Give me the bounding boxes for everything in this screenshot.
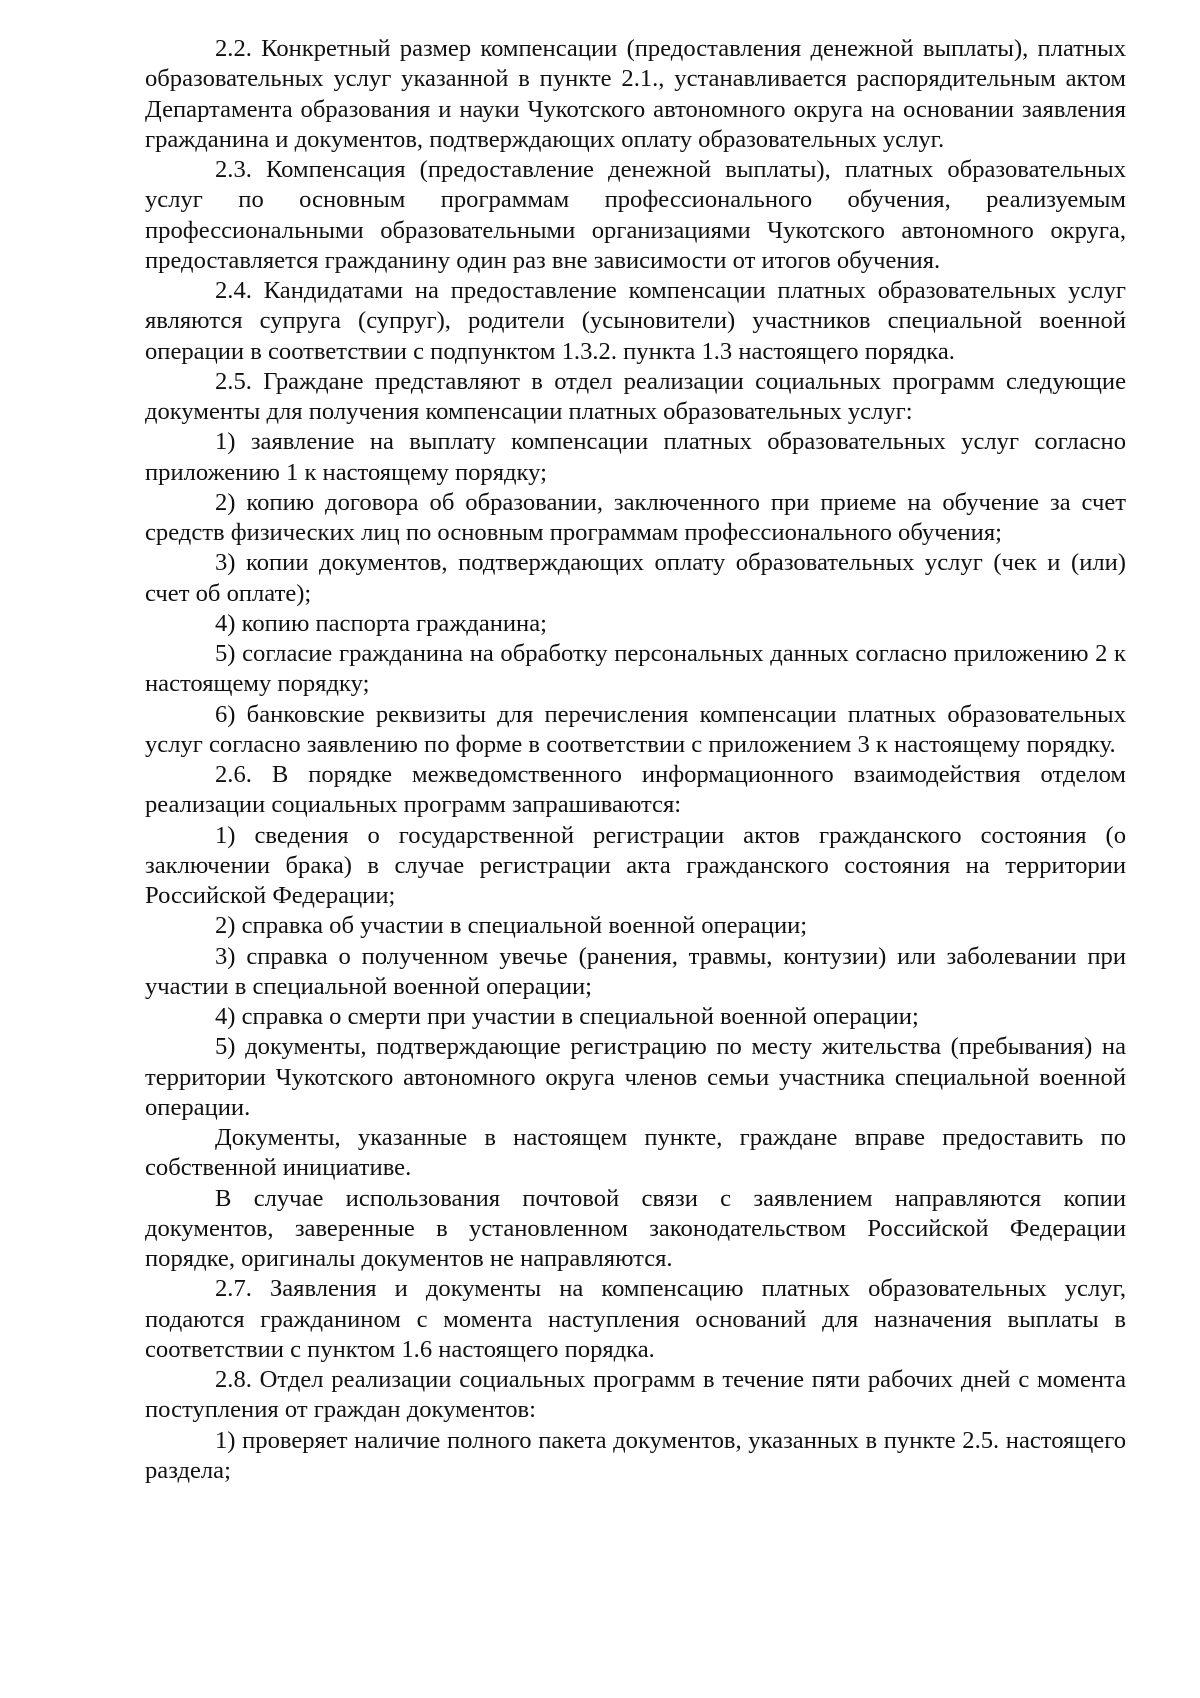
list-item-2-6-3: 3) справка о полученном увечье (ранения, травмы, контузии) или заболевании при участии в специальной военной операции; [145, 942, 1126, 1000]
paragraph-2-2: 2.2. Конкретный размер компенсации (предоставления денежной выплаты), платных образовательных услуг указанной в пункте 2.1., устанавливается распорядительным актом Департамента образования и науки Чукотского автономного округа на основании заявления гражданина и документов, подтверждающих оплату образовательных услуг. [145, 35, 1126, 153]
list-item-2-5-5: 5) согласие гражданина на обработку персональных данных согласно приложению 2 к настоящему порядку; [145, 640, 1126, 698]
paragraph-2-6: 2.6. В порядке межведомственного информационного взаимодействия отделом реализации социальных программ запрашиваются: [145, 761, 1126, 819]
list-item-2-5-1: 1) заявление на выплату компенсации платных образовательных услуг согласно приложению 1 к настоящему порядку; [145, 428, 1126, 486]
list-item-2-5-6: 6) банковские реквизиты для перечисления компенсации платных образовательных услуг согласно заявлению по форме в соответствии с приложением 3 к настоящему порядку. [145, 700, 1126, 758]
paragraph-2-3: 2.3. Компенсация (предоставление денежной выплаты), платных образовательных услуг по основным программам профессионального обучения, реализуемым профессиональными образовательными организациями Чукотского автономного округа, предоставляется гражданину один раз вне зависимости от итогов обучения. [145, 156, 1126, 274]
list-item-2-6-2: 2) справка об участии в специальной военной операции; [215, 912, 808, 940]
paragraph-2-4: 2.4. Кандидатами на предоставление компенсации платных образовательных услуг являются супруга (супруг), родители (усыновители) участников специальной военной операции в соответствии с подпунктом 1.3.2. пункта 1.3 настоящего порядка. [145, 277, 1126, 365]
paragraph-postal: В случае использования почтовой связи с заявлением направляются копии документов, заверенные в установленном законодательством Российской Федерации порядке, оригиналы документов не направляются. [145, 1184, 1126, 1272]
list-item-2-5-4: 4) копию паспорта гражданина; [215, 609, 547, 637]
document-body [145, 34, 1126, 1486]
list-item-2-5-3: 3) копии документов, подтверждающих оплату образовательных услуг (чек и (или) счет об оплате); [145, 549, 1126, 607]
list-item-2-6-1: 1) сведения о государственной регистрации актов гражданского состояния (о заключении брака) в случае регистрации акта гражданского состояния на территории Российской Федерации; [145, 821, 1126, 909]
paragraph-own-initiative: Документы, указанные в настоящем пункте, граждане вправе предоставить по собственной инициативе. [145, 1124, 1126, 1182]
list-item-2-5-2: 2) копию договора об образовании, заключенного при приеме на обучение за счет средств физических лиц по основным программам профессионального обучения; [145, 488, 1126, 546]
list-item-2-6-5: 5) документы, подтверждающие регистрацию по месту жительства (пребывания) на территории Чукотского автономного округа членов семьи участника специальной военной операции. [145, 1033, 1126, 1121]
paragraph-2-8: 2.8. Отдел реализации социальных программ в течение пяти рабочих дней с момента поступления от граждан документов: [145, 1366, 1126, 1424]
list-item-2-8-1: 1) проверяет наличие полного пакета документов, указанных в пункте 2.5. настоящего раздела; [145, 1426, 1126, 1484]
paragraph-2-7: 2.7. Заявления и документы на компенсацию платных образовательных услуг, подаются гражданином с момента наступления оснований для назначения выплаты в соответствии с пунктом 1.6 настоящего порядка. [145, 1275, 1126, 1363]
list-item-2-6-4: 4) справка о смерти при участии в специальной военной операции; [215, 1003, 919, 1030]
paragraph-2-5: 2.5. Граждане представляют в отдел реализации социальных программ следующие документы для получения компенсации платных образовательных услуг: [145, 367, 1126, 425]
